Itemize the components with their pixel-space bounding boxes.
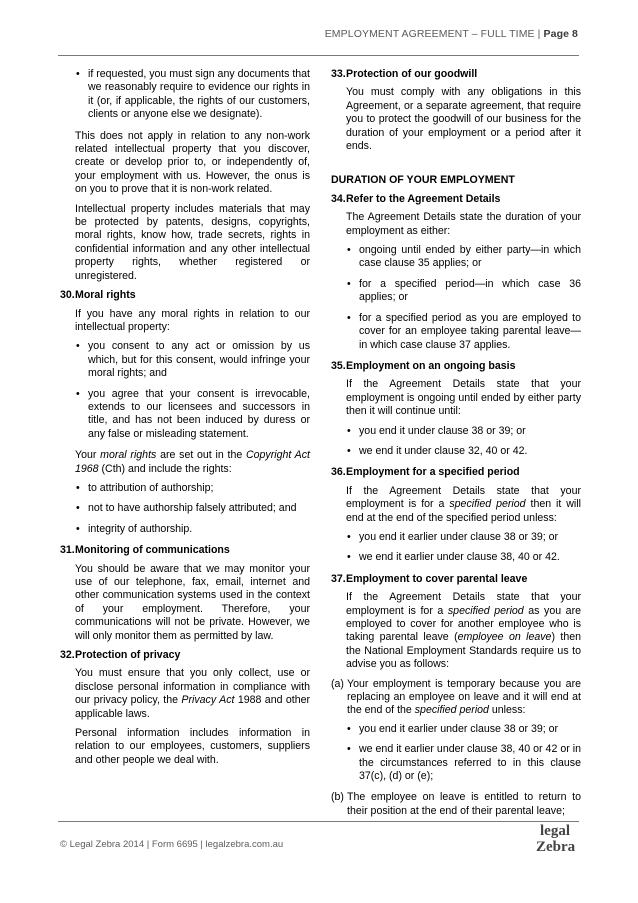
clause-title: Moral rights bbox=[75, 289, 136, 302]
text-run: are set out in the bbox=[156, 449, 246, 462]
clause-heading-34 bbox=[331, 193, 581, 206]
bullet-list bbox=[331, 531, 581, 565]
bullet-list bbox=[60, 482, 310, 536]
clause-number: 31. bbox=[60, 544, 75, 557]
text-run: (Cth) and include the rights: bbox=[98, 462, 232, 475]
footer-text: © Legal Zebra 2014 | Form 6695 | legalzebra.com.au bbox=[60, 839, 284, 850]
text-run: 1988 and other applicable laws. bbox=[75, 694, 311, 720]
text-run: Your bbox=[75, 449, 101, 462]
clause-title: Employment to cover parental leave bbox=[346, 572, 528, 585]
paragraph: You must comply with any obligations in this Agreement, or a separate agreement, that require you to protect the goodwill of our business for the duration of your employment or a period after it ends. bbox=[346, 86, 581, 153]
clause-title: Protection of our goodwill bbox=[346, 68, 478, 80]
italic-text: Privacy Act bbox=[181, 694, 235, 707]
clause-number: 32. bbox=[60, 649, 75, 662]
legal-zebra-logo bbox=[536, 823, 580, 863]
clause-title: Protection of privacy bbox=[75, 649, 181, 662]
list-item: • you agree that your consent is irrevocable, extends to our licensees and successors in title, and has not been induced by duress or any false or misleading statement. bbox=[75, 388, 310, 442]
bullet-list bbox=[331, 244, 581, 352]
italic-text: specified period bbox=[447, 604, 524, 617]
italic-text: employee on leave bbox=[457, 631, 552, 644]
clause-heading-37 bbox=[331, 573, 581, 586]
italic-text: specified period bbox=[414, 704, 489, 717]
clause-number: 36. bbox=[331, 466, 346, 479]
text-run: ) then the National Employment Standards require us to advise you as follows: bbox=[346, 631, 581, 671]
bullet-list bbox=[60, 68, 310, 122]
header-title: EMPLOYMENT AGREEMENT – FULL TIME bbox=[324, 28, 535, 40]
clause-title: Employment for a specified period bbox=[346, 466, 520, 479]
spacer bbox=[331, 159, 581, 174]
subclause-text: The employee on leave is entitled to return to their position at the end of their parental leave; bbox=[347, 791, 581, 817]
bullet-list bbox=[331, 425, 581, 459]
subclause-a bbox=[331, 678, 581, 718]
list-item: • you end it earlier under clause 38 or 39; or bbox=[346, 531, 581, 544]
list-item: • to attribution of authorship; bbox=[75, 482, 310, 495]
page-number: Page 8 bbox=[543, 28, 578, 40]
subclause-label: (b) bbox=[331, 791, 344, 804]
clause-heading-33 bbox=[331, 68, 581, 81]
list-item: • integrity of authorship. bbox=[75, 523, 310, 536]
right-column bbox=[331, 68, 581, 823]
list-item: • not to have authorship falsely attributed; and bbox=[75, 502, 310, 515]
paragraph bbox=[331, 591, 581, 671]
text-run: You must ensure that you only collect, use or disclose personal information in compliance with our privacy policy, the bbox=[75, 667, 310, 707]
paragraph: Personal information includes information in relation to our employees, customers, suppliers and other people we deal with. bbox=[75, 727, 310, 766]
text-run: Your employment is temporary because you are replacing an employee on leave and it will end at the end of the bbox=[347, 677, 581, 717]
paragraph: Intellectual property includes materials that may be protected by patents, designs, copyrights, moral rights, know how, trade secrets, rights in confidential information and any other intellectual property rights, whether registered or unregistered. bbox=[75, 202, 310, 282]
clause-number: 35. bbox=[331, 359, 346, 372]
list-item: • for a specified period—in which case 36 applies; or bbox=[346, 278, 581, 305]
left-column bbox=[60, 68, 310, 773]
list-item: • for a specified period as you are employed to cover for an employee taking parental leave—in which case clause 37 applies. bbox=[346, 312, 581, 352]
list-item: • ongoing until ended by either party—in which case clause 35 applies; or bbox=[346, 244, 581, 271]
page-header bbox=[325, 28, 578, 40]
paragraph bbox=[60, 449, 310, 476]
paragraph bbox=[60, 667, 310, 721]
list-item: • we end it under clause 32, 40 or 42. bbox=[346, 445, 581, 458]
paragraph: If you have any moral rights in relation to our intellectual property: bbox=[75, 307, 310, 333]
clause-title: Employment on an ongoing basis bbox=[346, 359, 516, 372]
list-item: • we end it earlier under clause 38, 40 or 42. bbox=[346, 551, 581, 564]
list-item: • you end it earlier under clause 38 or 39; or bbox=[346, 723, 581, 736]
clause-title: Refer to the Agreement Details bbox=[346, 192, 501, 205]
paragraph: If the Agreement Details state that your employment is ongoing until ended by either party then it will continue until: bbox=[346, 378, 581, 418]
clause-heading-30 bbox=[60, 289, 310, 302]
text-run: as you are employed to cover for another employee who is taking parental leave ( bbox=[346, 604, 581, 644]
clause-heading-35 bbox=[331, 360, 581, 373]
text-run: If the Agreement Details state that your employment is for a bbox=[346, 484, 581, 511]
bullet-list bbox=[60, 340, 310, 441]
footer-rule bbox=[58, 821, 579, 822]
list-item: • you end it under clause 38 or 39; or bbox=[346, 425, 581, 438]
clause-heading-32 bbox=[60, 649, 310, 662]
header-separator: | bbox=[534, 28, 544, 40]
text-run: If the Agreement Details state that your employment is for a bbox=[346, 591, 581, 617]
clause-number: 34. bbox=[331, 192, 346, 205]
logo-word-legal: legal bbox=[540, 823, 570, 839]
italic-text: Copyright Act 1968 bbox=[75, 449, 310, 475]
list-item: • you consent to any act or omission by us which, but for this consent, would infringe your moral rights; and bbox=[75, 340, 310, 380]
paragraph: The Agreement Details state the duration of your employment as either: bbox=[346, 211, 581, 237]
logo-word-zebra: Zebra bbox=[536, 839, 576, 855]
clause-heading-36 bbox=[331, 466, 581, 479]
clause-number: 37. bbox=[331, 572, 346, 585]
paragraph: You should be aware that we may monitor your use of our telephone, fax, email, internet and other communication systems used in the context of your employment. Therefore, your communications will not be private. However, we will only monitor them as permitted by law. bbox=[75, 562, 310, 642]
subclause-text bbox=[347, 678, 581, 718]
italic-text: moral rights bbox=[100, 449, 157, 462]
list-item: • if requested, you must sign any documents that we reasonably require to evidence our rights in it (or, if applicable, the rights of our customers, clients or anyone else we designate). bbox=[75, 68, 310, 122]
paragraph bbox=[331, 485, 581, 525]
clause-number: 30. bbox=[60, 289, 75, 302]
text-run: then it will end at the end of the specified period unless: bbox=[346, 498, 581, 524]
paragraph: This does not apply in relation to any non-work related intellectual property that you discover, create or develop prior to, or independently of, your employment with us. However, the onus is on you to prove that it is non-work related. bbox=[75, 129, 310, 196]
header-rule bbox=[58, 55, 579, 56]
bullet-list bbox=[331, 723, 581, 784]
section-heading: DURATION OF YOUR EMPLOYMENT bbox=[331, 174, 515, 187]
italic-text: specified period bbox=[449, 498, 526, 511]
clause-heading-31 bbox=[60, 544, 310, 557]
subclause-b bbox=[331, 791, 581, 818]
subclause-label: (a) bbox=[331, 677, 344, 690]
clause-number: 33. bbox=[331, 68, 346, 80]
list-item: • we end it earlier under clause 38, 40 or 42 or in the circumstances referred to in this clause 37(c), (d) or (e); bbox=[346, 743, 581, 783]
text-run: unless: bbox=[488, 704, 526, 717]
clause-title: Monitoring of communications bbox=[75, 544, 230, 557]
